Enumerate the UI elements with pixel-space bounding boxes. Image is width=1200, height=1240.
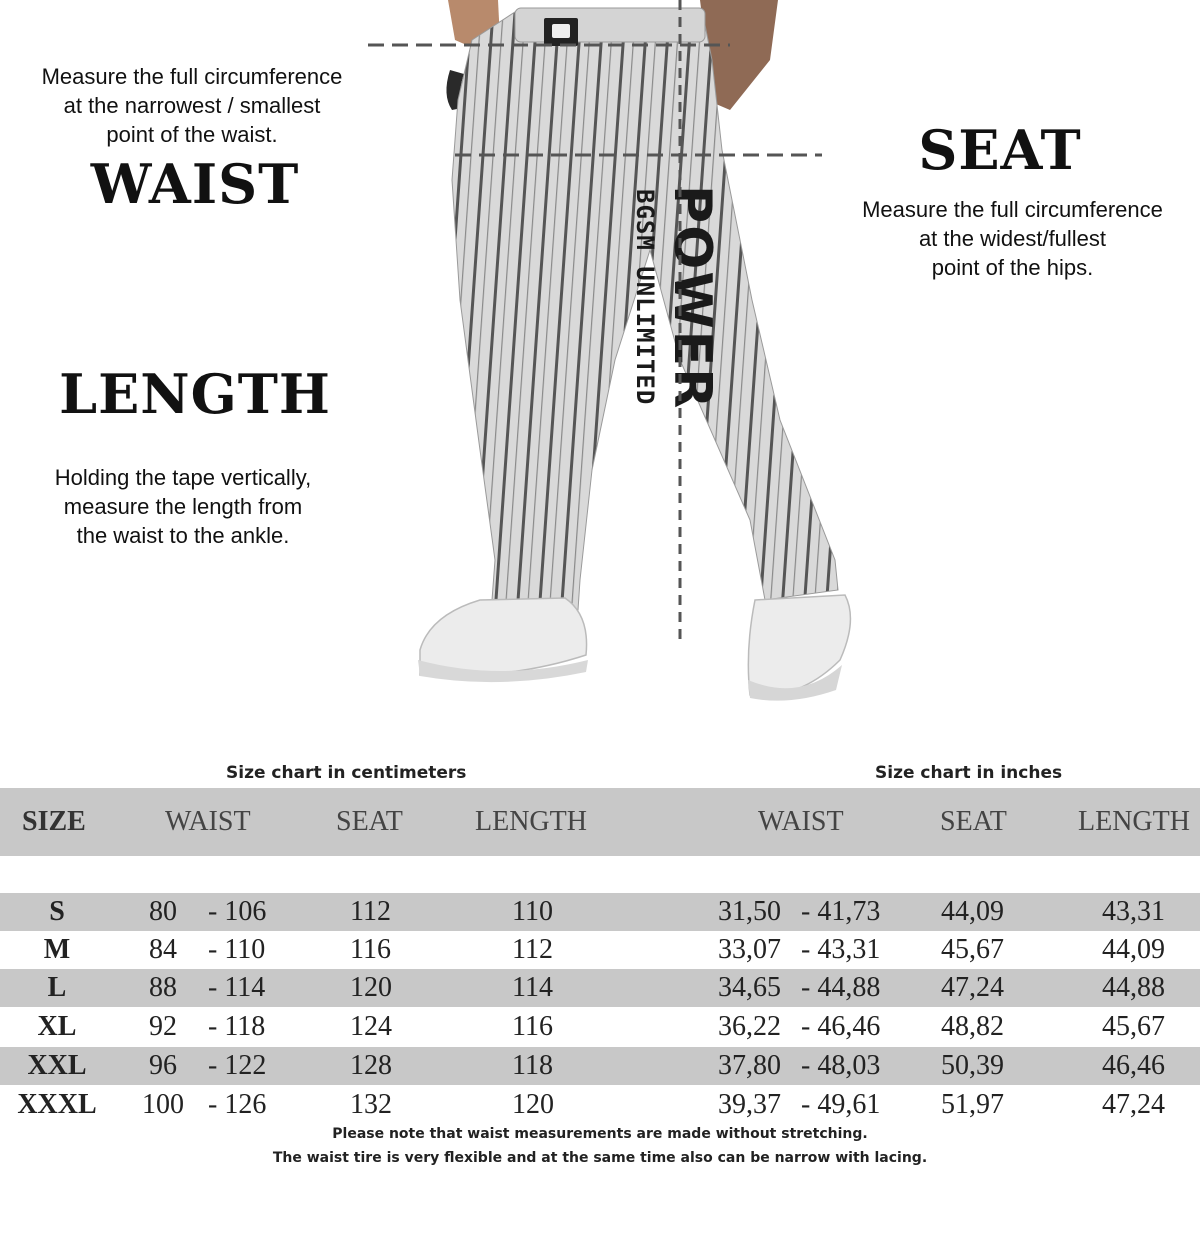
left-shoe xyxy=(420,598,587,676)
seat-description xyxy=(820,195,1200,282)
in-waist-min-cell: 36,22 xyxy=(718,1011,781,1042)
header-size: SIZE xyxy=(22,806,86,837)
pants-illustration xyxy=(360,0,860,710)
size-cell: XL xyxy=(37,1011,77,1042)
in-seat-cell: 45,67 xyxy=(941,934,1004,965)
waist-description-line: Measure the full circumference xyxy=(41,64,343,89)
in-waist-max-cell: - 48,03 xyxy=(801,1050,881,1081)
cm-seat-cell: 120 xyxy=(350,972,392,1003)
cm-seat-cell: 116 xyxy=(350,934,391,965)
size-cell: XXL xyxy=(27,1050,87,1081)
table-row xyxy=(0,969,1200,1007)
cm-waist-min-cell: 96 xyxy=(149,1050,177,1081)
length-heading: LENGTH xyxy=(59,362,331,426)
inch-chart-title: Size chart in inches xyxy=(875,763,1063,783)
waist-description-line: at the narrowest / smallest xyxy=(63,93,321,118)
in-waist-min-cell: 34,65 xyxy=(718,972,781,1003)
in-waist-max-cell: - 43,31 xyxy=(801,934,881,965)
header-cm-length: LENGTH xyxy=(475,806,587,837)
in-waist-min-cell: 31,50 xyxy=(718,896,781,927)
in-waist-max-cell: - 44,88 xyxy=(801,972,881,1003)
cm-length-cell: 120 xyxy=(512,1089,554,1120)
in-waist-min-cell: 39,37 xyxy=(718,1089,781,1120)
header-in-seat: SEAT xyxy=(940,806,1007,837)
cm-seat-cell: 112 xyxy=(350,896,391,927)
length-description-line: the waist to the ankle. xyxy=(76,523,290,548)
waist-description xyxy=(0,62,384,149)
cm-chart-title: Size chart in centimeters xyxy=(226,763,467,783)
cm-length-cell: 118 xyxy=(512,1050,553,1081)
cm-waist-max-cell: - 106 xyxy=(208,896,267,927)
note-line: The waist tire is very flexible and at the same time also can be narrow with lacing. xyxy=(272,1150,928,1166)
size-cell: S xyxy=(49,896,65,927)
in-seat-cell: 50,39 xyxy=(941,1050,1004,1081)
table-row xyxy=(0,1008,1200,1046)
cm-seat-cell: 132 xyxy=(350,1089,392,1120)
in-length-cell: 43,31 xyxy=(1102,896,1165,927)
in-length-cell: 44,88 xyxy=(1102,972,1165,1003)
cm-seat-cell: 124 xyxy=(350,1011,392,1042)
cm-waist-max-cell: - 118 xyxy=(208,1011,266,1042)
waist-heading: WAIST xyxy=(90,152,300,216)
in-waist-max-cell: - 49,61 xyxy=(801,1089,881,1120)
table-row xyxy=(0,1047,1200,1085)
size-cell: XXXL xyxy=(17,1089,97,1120)
cm-waist-max-cell: - 114 xyxy=(208,972,266,1003)
waistband xyxy=(515,8,705,42)
table-row xyxy=(0,931,1200,969)
cm-waist-min-cell: 84 xyxy=(149,934,177,965)
in-length-cell: 47,24 xyxy=(1102,1089,1165,1120)
in-waist-max-cell: - 41,73 xyxy=(801,896,881,927)
in-waist-max-cell: - 46,46 xyxy=(801,1011,881,1042)
in-seat-cell: 48,82 xyxy=(941,1011,1004,1042)
cm-length-cell: 114 xyxy=(512,972,553,1003)
in-waist-min-cell: 33,07 xyxy=(718,934,781,965)
size-cell: M xyxy=(43,934,71,965)
cm-waist-max-cell: - 126 xyxy=(208,1089,267,1120)
cm-length-cell: 110 xyxy=(512,896,553,927)
seat-description-line: point of the hips. xyxy=(931,255,1094,280)
cm-waist-max-cell: - 122 xyxy=(208,1050,267,1081)
in-seat-cell: 51,97 xyxy=(941,1089,1004,1120)
header-in-waist: WAIST xyxy=(758,806,844,837)
cm-waist-min-cell: 80 xyxy=(149,896,177,927)
in-length-cell: 44,09 xyxy=(1102,934,1165,965)
in-length-cell: 46,46 xyxy=(1102,1050,1165,1081)
print-sub: BGSM UNLIMITED xyxy=(631,189,659,406)
in-waist-min-cell: 37,80 xyxy=(718,1050,781,1081)
note-line: Please note that waist measurements are made without stretching. xyxy=(332,1126,868,1142)
cm-waist-min-cell: 92 xyxy=(149,1011,177,1042)
cm-waist-min-cell: 88 xyxy=(149,972,177,1003)
cm-length-cell: 116 xyxy=(512,1011,553,1042)
seat-description-line: Measure the full circumference xyxy=(862,197,1163,222)
in-seat-cell: 44,09 xyxy=(941,896,1004,927)
in-seat-cell: 47,24 xyxy=(941,972,1004,1003)
cm-seat-cell: 128 xyxy=(350,1050,392,1081)
seat-heading: SEAT xyxy=(918,118,1082,182)
table-row xyxy=(0,1086,1200,1124)
waist-description-line: point of the waist. xyxy=(106,122,278,147)
in-length-cell: 45,67 xyxy=(1102,1011,1165,1042)
table-row xyxy=(0,893,1200,931)
header-in-length: LENGTH xyxy=(1078,806,1190,837)
length-description xyxy=(0,463,366,550)
cm-length-cell: 112 xyxy=(512,934,553,965)
size-cell: L xyxy=(47,972,67,1003)
cm-waist-max-cell: - 110 xyxy=(208,934,266,965)
length-description-line: Holding the tape vertically, xyxy=(54,465,312,490)
header-cm-seat: SEAT xyxy=(336,806,403,837)
cm-waist-min-cell: 100 xyxy=(142,1089,184,1120)
print-main: POWER xyxy=(662,185,722,411)
header-cm-waist: WAIST xyxy=(165,806,251,837)
length-description-line: measure the length from xyxy=(63,494,303,519)
seat-description-line: at the widest/fullest xyxy=(918,226,1107,251)
